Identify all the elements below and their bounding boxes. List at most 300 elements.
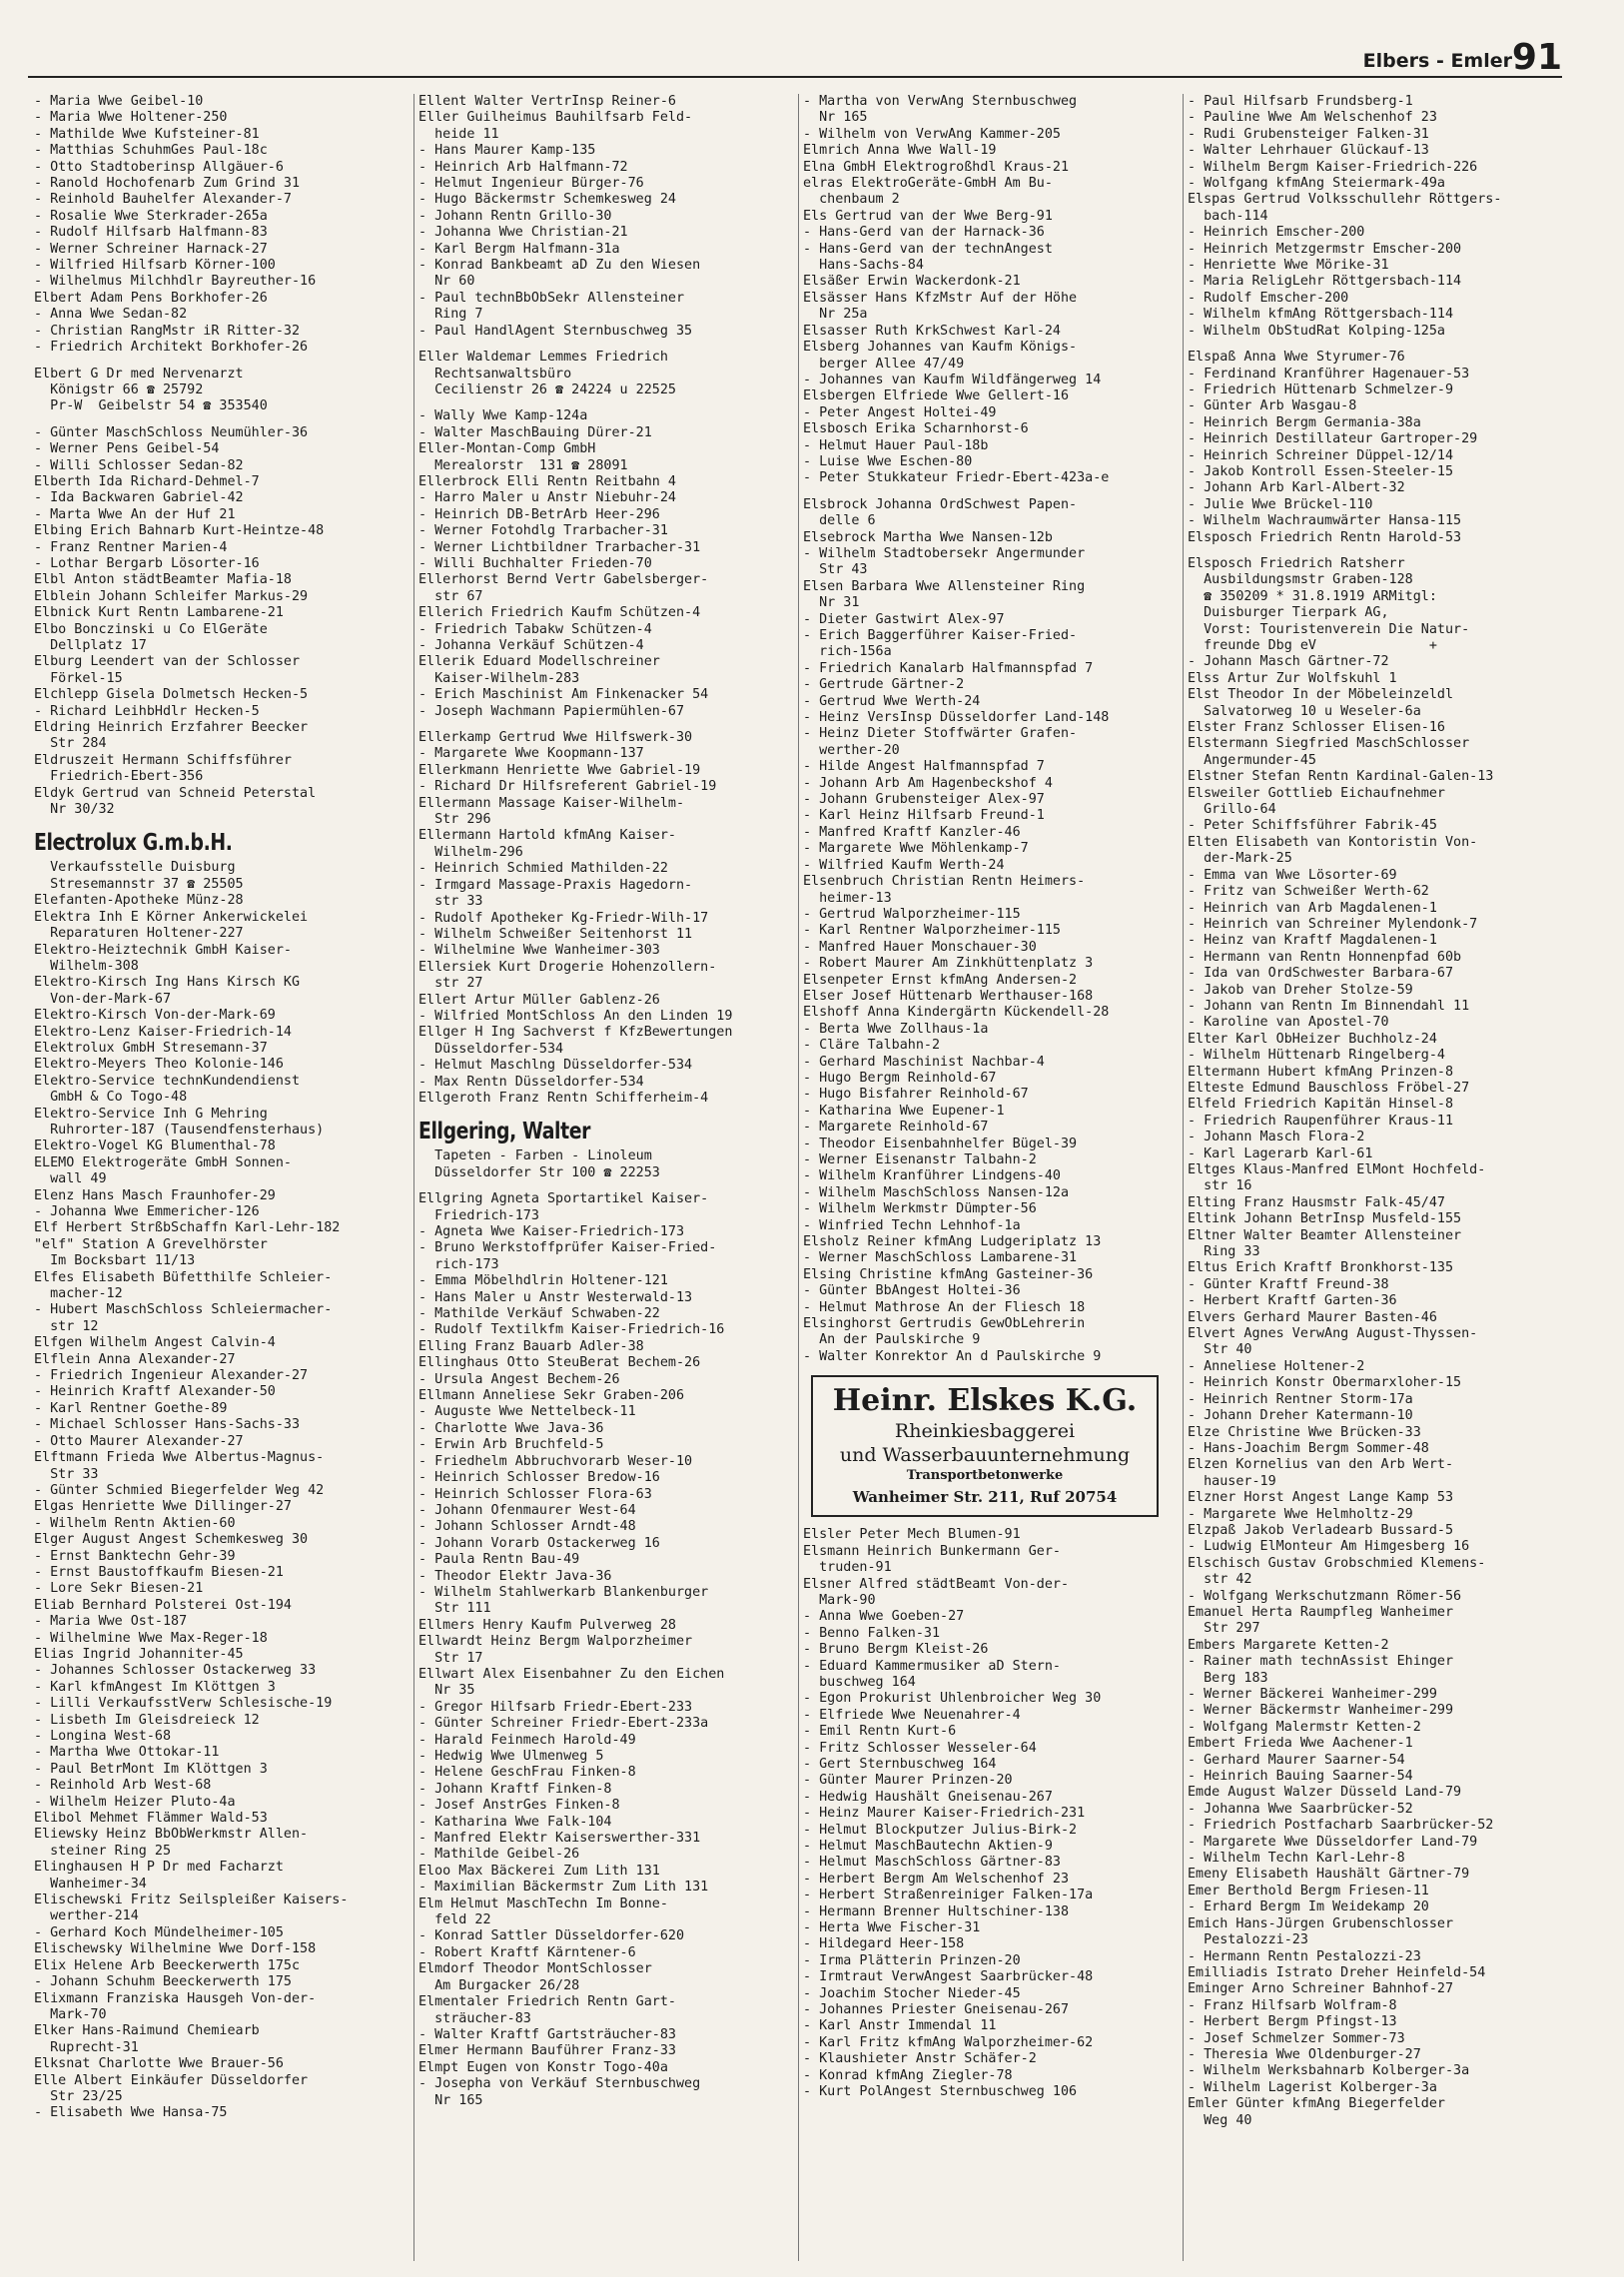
directory-entry: - Maximilian Bäckermstr Zum Lith 131 [418, 1880, 709, 1896]
directory-entry: - Rudi Grubensteiger Falken-31 [1188, 126, 1429, 142]
directory-entry: - Johann van Rentn Im Binnendahl 11 [1188, 998, 1470, 1014]
directory-entry: - Wilhelm Heizer Pluto-4a [34, 1794, 236, 1810]
directory-entry: Ellmann Anneliese Sekr Graben-206 [418, 1388, 685, 1404]
directory-entry: Elfes Elisabeth Büfetthilfe Schleier- macher-12 [34, 1269, 333, 1302]
directory-entry: Eltus Erich Kraftf Bronkhorst-135 [1188, 1260, 1454, 1276]
directory-entry: - Bruno Bergm Kleist-26 [803, 1642, 989, 1658]
directory-entry: Verkaufsstelle Duisburg Stresemannstr 37 ☎ 25505 [50, 860, 244, 892]
directory-entry: Elsäßer Erwin Wackerdonk-21 [803, 274, 1021, 290]
directory-entry: Elsner Alfred städtBeamt Von-der- Mark-90 [803, 1576, 1070, 1608]
directory-entry: - Reinhold Arb West-68 [34, 1778, 212, 1794]
directory-entry: - Johannes Schlosser Ostackerweg 33 [34, 1663, 317, 1679]
directory-entry: - Werner Fotohdlg Trarbacher-31 [418, 523, 668, 539]
directory-entry: - Emma van Wwe Lösorter-69 [1188, 867, 1397, 883]
directory-entry: - Heinz van Kraftf Magdalenen-1 [1188, 933, 1437, 949]
directory-entry: - Friedrich Postfacharb Saarbrücker-52 [1188, 1818, 1494, 1834]
directory-entry: - Gregor Hilfsarb Friedr-Ebert-233 [418, 1699, 693, 1715]
directory-entry: - Franz Rentner Marien-4 [34, 539, 228, 555]
directory-entry: - Hans-Gerd van der technAngest Hans-Sachs-84 [803, 241, 1053, 274]
directory-entry: - Johanna Wwe Christian-21 [418, 225, 628, 241]
directory-entry: Elsweiler Gottlieb Eichaufnehmer Grillo-64 [1188, 785, 1445, 818]
directory-entry: Elektra Inh E Körner Ankerwickelei Reparaturen Holtener-227 [34, 909, 309, 942]
directory-entry: - Konrad kfmAng Ziegler-78 [803, 2067, 1013, 2083]
directory-entry: - Karl Bergm Halfmann-31a [418, 241, 620, 257]
directory-entry: - Hedwig Wwe Ulmenweg 5 [418, 1749, 604, 1764]
directory-entry: Ellger H Ing Sachverst f KfzBewertungen Düsseldorfer-534 [418, 1025, 733, 1057]
directory-entry: - Rudolf Hilfsarb Halfmann-83 [34, 225, 268, 241]
directory-entry: Elburg Leendert van der Schlosser Förkel-15 [34, 654, 301, 686]
directory-entry: - Theresia Wwe Oldenburger-27 [1188, 2046, 1421, 2062]
directory-entry: - Ida van OrdSchwester Barbara-67 [1188, 966, 1454, 982]
directory-entry: - Otto Maurer Alexander-27 [34, 1433, 244, 1449]
directory-entry: Elsberg Johannes van Kaufm Königs- berger Allee 47/49 [803, 340, 1078, 372]
directory-entry: Ellgring Agneta Sportartikel Kaiser- Friedrich-173 [418, 1191, 709, 1223]
directory-entry: Elektro-Service Inh G Mehring Ruhrorter-187 (Tausendfensterhaus) [34, 1106, 325, 1138]
directory-entry: Elsbergen Elfriede Wwe Gellert-16 [803, 388, 1070, 404]
directory-entry: Elblein Johann Schleifer Markus-29 [34, 588, 309, 604]
directory-entry: - Ferdinand Kranführer Hagenauer-53 [1188, 366, 1470, 381]
directory-entry: - Ida Backwaren Gabriel-42 [34, 490, 244, 506]
advertisement-line: Rheinkiesbaggerei [894, 1420, 1076, 1443]
directory-entry: Ellermann Massage Kaiser-Wilhelm- Str 296 [418, 795, 685, 828]
directory-entry: - Heinz Maurer Kaiser-Friedrich-231 [803, 1806, 1086, 1822]
directory-entry: - Johann Grubensteiger Alex-97 [803, 792, 1045, 808]
directory-entry: - Wolfgang Werkschutzmann Römer-56 [1188, 1588, 1462, 1604]
directory-entry: Elbing Erich Bahnarb Kurt-Heintze-48 [34, 523, 325, 539]
directory-entry: Eminger Arno Schreiner Bahnhof-27 [1188, 1981, 1454, 1997]
directory-entry: - Johannes van Kaufm Wildfängerweg 14 [803, 372, 1102, 387]
directory-entry: - Günter MaschSchloss Neumühler-36 [34, 424, 309, 440]
directory-entry: - Helene GeschFrau Finken-8 [418, 1765, 636, 1781]
directory-entry: - Friedrich Kanalarb Halfmannspfad 7 [803, 660, 1094, 676]
directory-entry: Emilliadis Istrato Dreher Heinfeld-54 [1188, 1964, 1486, 1980]
directory-entry: - Helmut Maschlng Düsseldorfer-534 [418, 1058, 693, 1074]
column-1 [30, 94, 414, 2261]
directory-entry: Elischewsky Wilhelmine Wwe Dorf-158 [34, 1941, 317, 1957]
directory-entry: - Wilhelm Stadtobersekr Angermunder Str 43 [803, 545, 1086, 578]
directory-entry: Eltner Walter Beamter Allensteiner Ring 33 [1188, 1227, 1462, 1260]
directory-entry: - Irmgard Massage-Praxis Hagedorn- str 33 [418, 877, 693, 910]
directory-entry: - Mathilde Geibel-26 [418, 1847, 580, 1863]
directory-entry: - Hermann Brenner Hultschiner-138 [803, 1903, 1070, 1919]
directory-entry: Elix Helene Arb Beeckerwerth 175c [34, 1957, 301, 1973]
directory-entry: Elbert G Dr med Nervenarzt Königstr 66 ☎ 25792 Pr-W Geibelstr 54 ☎ 353540 [34, 366, 268, 414]
column-4 [1184, 94, 1568, 2261]
directory-entry: Elektro-Kirsch Ing Hans Kirsch KG Von-der-Mark-67 [34, 975, 301, 1007]
directory-entry: - Walter Lehrhauer Glückauf-13 [1188, 143, 1429, 159]
directory-entry: Elektro-Vogel KG Blumenthal-78 [34, 1138, 276, 1154]
directory-entry: Elektro-Kirsch Von-der-Mark-69 [34, 1008, 276, 1024]
directory-entry: - Peter Schiffsführer Fabrik-45 [1188, 818, 1437, 834]
directory-entry: - Auguste Wwe Nettelbeck-11 [418, 1404, 636, 1420]
directory-entry: - Fritz Schlosser Wesseler-64 [803, 1740, 1037, 1756]
directory-entry: - Ranold Hochofenarb Zum Grind 31 [34, 176, 301, 192]
directory-entry: Ellerbrock Elli Rentn Reitbahn 4 [418, 473, 676, 489]
directory-entry: Elixmann Franziska Hausgeh Von-der- Mark-70 [34, 1990, 317, 2022]
directory-entry: Elektro-Heiztechnik GmbH Kaiser- Wilhelm-308 [34, 942, 292, 974]
directory-entry: Ellerik Eduard Modellschreiner Kaiser-Wilhelm-283 [418, 654, 660, 686]
directory-entry: Elter Karl ObHeizer Buchholz-24 [1188, 1031, 1437, 1047]
directory-entry: - Karl Rentner Goethe-89 [34, 1400, 228, 1416]
directory-entry: - Hedwig Haushält Gneisenau-267 [803, 1789, 1053, 1805]
directory-entry: Elze Christine Wwe Brücken-33 [1188, 1424, 1421, 1440]
directory-entry: Elsenbruch Christian Rentn Heimers- heimer-13 [803, 874, 1086, 906]
directory-entry: - Egon Prokurist Uhlenbroicher Weg 30 [803, 1691, 1102, 1707]
directory-entry: - Maria Wwe Holtener-250 [34, 110, 228, 126]
directory-entry: Elektrolux GmbH Stresemann-37 [34, 1040, 268, 1056]
directory-entry: Elzpaß Jakob Verladearb Bussard-5 [1188, 1522, 1454, 1538]
directory-entry: - Hugo Bergm Reinhold-67 [803, 1070, 997, 1086]
directory-entry: - Margarete Wwe Möhlenkamp-7 [803, 841, 1029, 857]
directory-entry: - Heinrich Rentner Storm-17a [1188, 1391, 1413, 1407]
directory-entry: Elvers Gerhard Maurer Basten-46 [1188, 1309, 1437, 1325]
directory-entry: - Helmut Ingenieur Bürger-76 [418, 176, 644, 192]
directory-entry: Embert Frieda Wwe Aachener-1 [1188, 1736, 1413, 1752]
directory-entry: Ellgeroth Franz Rentn Schifferheim-4 [418, 1090, 709, 1106]
directory-entry: - Peter Stukkateur Friedr-Ebert-423a-e [803, 470, 1110, 486]
directory-entry: Elenz Hans Masch Fraunhofer-29 [34, 1187, 276, 1203]
directory-entry: - Franz Hilfsarb Wolfram-8 [1188, 1997, 1397, 2013]
directory-entry: - Katharina Wwe Falk-104 [418, 1814, 612, 1830]
directory-entry: Elberth Ida Richard-Dehmel-7 [34, 473, 260, 489]
directory-entry: - Wilhelm Bergm Kaiser-Friedrich-226 [1188, 159, 1478, 175]
directory-entry: - Matthias SchuhmGes Paul-18c [34, 143, 268, 159]
directory-entry: - Margarete Wwe Koopmann-137 [418, 746, 644, 762]
directory-entry: - Lore Sekr Biesen-21 [34, 1581, 204, 1597]
directory-entry: - Wally Wwe Kamp-124a [418, 408, 588, 424]
directory-entry: - Hermann Rentn Pestalozzi-23 [1188, 1948, 1421, 1964]
directory-entry: elras ElektroGeräte-GmbH Am Bu- chenbaum 2 [803, 176, 1053, 208]
directory-entry: - Heinrich Arb Halfmann-72 [418, 159, 628, 175]
directory-entry: Elinghausen H P Dr med Facharzt Wanheimer-34 [34, 1860, 284, 1892]
directory-entry: - Johann Arb Am Hagenbeckshof 4 [803, 775, 1053, 791]
directory-entry: Elbnick Kurt Rentn Lambarene-21 [34, 605, 284, 621]
directory-entry: Elteste Edmund Bauschloss Fröbel-27 [1188, 1080, 1470, 1096]
directory-entry: - Friedrich Architekt Borkhofer-26 [34, 340, 309, 356]
directory-entry: Tapeten - Farben - Linoleum Düsseldorfer Str 100 ☎ 22253 [434, 1148, 660, 1180]
directory-entry: Elftmann Frieda Wwe Albertus-Magnus- Str 33 [34, 1450, 325, 1482]
directory-entry: - Gerhard Maurer Saarner-54 [1188, 1752, 1405, 1768]
directory-entry: Eller-Montan-Comp GmbH Merealorstr 131 ☎ 28091 [418, 441, 628, 473]
directory-entry: Elbo Bonczinski u Co ElGeräte Dellplatz 17 [34, 621, 268, 653]
directory-entry: Embers Margarete Ketten-2 [1188, 1637, 1389, 1653]
directory-entry: - Hans-Gerd van der Harnack-36 [803, 225, 1045, 241]
directory-entry: - Johann Schlosser Arndt-48 [418, 1519, 636, 1535]
directory-entry: - Wilhelm MaschSchloss Nansen-12a [803, 1184, 1070, 1200]
running-head: Elbers - Emler [1362, 50, 1512, 72]
directory-entry: - Herta Wwe Fischer-31 [803, 1920, 981, 1936]
directory-entry: - Werner Lichtbildner Trarbacher-31 [418, 539, 701, 555]
directory-entry: - Marta Wwe An der Huf 21 [34, 506, 236, 522]
directory-entry: Elflein Anna Alexander-27 [34, 1351, 236, 1367]
directory-entry: - Hubert MaschSchloss Schleiermacher- str 12 [34, 1302, 333, 1334]
directory-entry: - Wilhelm ObStudRat Kolping-125a [1188, 323, 1445, 339]
directory-entry: - Heinrich Emscher-200 [1188, 225, 1365, 241]
directory-entry: Elspas Gertrud Volksschullehr Röttgers- bach-114 [1188, 192, 1502, 224]
directory-entry: - Wilhelm Wachraumwärter Hansa-115 [1188, 513, 1462, 529]
directory-entry: - Helmut Blockputzer Julius-Birk-2 [803, 1822, 1078, 1838]
directory-entry: - Anna Wwe Sedan-82 [34, 307, 188, 323]
directory-entry: - Michael Schlosser Hans-Sachs-33 [34, 1417, 301, 1433]
directory-entry: - Elisabeth Wwe Hansa-75 [34, 2105, 228, 2121]
directory-entry: - Johanna Wwe Saarbrücker-52 [1188, 1801, 1413, 1817]
directory-entry: - Luise Wwe Eschen-80 [803, 453, 973, 469]
directory-entry: - Erhard Bergm Im Weidekamp 20 [1188, 1899, 1429, 1915]
directory-entry: - Dieter Gastwirt Alex-97 [803, 611, 1005, 627]
directory-entry: - Wilhelm von VerwAng Kammer-205 [803, 126, 1061, 142]
directory-entry: Eller Waldemar Lemmes Friedrich Rechtsanwaltsbüro Cecilienstr 26 ☎ 24224 u 22525 [418, 350, 676, 397]
directory-entry: - Paul technBbObSekr Allensteiner Ring 7 [418, 290, 685, 323]
directory-entry: Elsen Barbara Wwe Allensteiner Ring Nr 31 [803, 578, 1086, 611]
directory-entry: - Paul Hilfsarb Frundsberg-1 [1188, 94, 1413, 109]
directory-entry: - Maria Wwe Geibel-10 [34, 94, 204, 109]
directory-entry: Ellermann Hartold kfmAng Kaiser- Wilhelm-296 [418, 828, 676, 860]
directory-entry: Ellmers Henry Kaufm Pulverweg 28 [418, 1617, 676, 1633]
directory-entry: Elksnat Charlotte Wwe Brauer-56 [34, 2056, 284, 2072]
directory-entry: Elzner Horst Angest Lange Kamp 53 [1188, 1490, 1454, 1506]
directory-entry: - Mathilde Wwe Kufsteiner-81 [34, 126, 260, 142]
directory-entry: - Gerhard Koch Mündelheimer-105 [34, 1924, 284, 1940]
directory-entry: Elias Ingrid Johanniter-45 [34, 1646, 244, 1662]
directory-entry: - Ludwig ElMonteur Am Himgesberg 16 [1188, 1539, 1470, 1555]
directory-entry: - Klaushieter Anstr Schäfer-2 [803, 2051, 1037, 2067]
directory-entry: - Paul HandlAgent Sternbuschweg 35 [418, 323, 693, 339]
directory-entry: "elf" Station A Grevelhörster Im Bocksbart 11/13 [34, 1236, 268, 1269]
directory-entry: - Reinhold Bauhelfer Alexander-7 [34, 192, 292, 208]
directory-entry: Elspaß Anna Wwe Styrumer-76 [1188, 350, 1405, 366]
directory-entry: - Karl Heinz Hilfsarb Freund-1 [803, 808, 1045, 824]
directory-entry: Elsposch Friedrich Ratsherr Ausbildungsmstr Graben-128 ☎ 350209 * 31.8.1919 ARMitgl: Duisburger Tierpark AG, Vorst: Touristenverein Die Natur- freunde Dbg eV + [1188, 555, 1470, 653]
directory-entry: - Josef AnstrGes Finken-8 [418, 1798, 620, 1814]
directory-entry: - Cläre Talbahn-2 [803, 1038, 941, 1054]
directory-entry: Elten Elisabeth van Kontoristin Von- der-Mark-25 [1188, 834, 1478, 867]
directory-entry: - Friedrich Raupenführer Kraus-11 [1188, 1113, 1454, 1129]
directory-entry: - Wolfgang Malermstr Ketten-2 [1188, 1719, 1421, 1735]
advertisement-line: und Wasserbauunternehmung [839, 1444, 1131, 1467]
directory-entry: - Heinz Dieter Stoffwärter Grafen- werther-20 [803, 726, 1078, 758]
directory-entry: - Hugo Bäckermstr Schemkesweg 24 [418, 192, 676, 208]
directory-entry: - Walter Kraftf Gartsträucher-83 [418, 2026, 676, 2042]
directory-entry: - Wilhelm Schweißer Seitenhorst 11 [418, 926, 693, 942]
directory-entry: - Lothar Bergarb Lösorter-16 [34, 555, 260, 571]
directory-entry: - Herbert Straßenreiniger Falken-17a [803, 1888, 1094, 1903]
directory-entry: Elsinghorst Gertrudis GewObLehrerin An der Paulskirche 9 [803, 1316, 1086, 1348]
directory-entry: - Hermann van Rentn Honnenpfad 60b [1188, 949, 1462, 965]
directory-entry: - Johann Ofenmaurer West-64 [418, 1502, 636, 1518]
directory-entry: - Emma Möbelhdlrin Holtener-121 [418, 1273, 668, 1289]
directory-entry: Elefanten-Apotheke Münz-28 [34, 893, 244, 909]
directory-entry: - Ernst Banktechn Gehr-39 [34, 1548, 236, 1564]
directory-entry: - Werner Bäckermstr Wanheimer-299 [1188, 1703, 1454, 1719]
directory-entry: Elchlepp Gisela Dolmetsch Hecken-5 [34, 687, 309, 703]
directory-entry: Elbl Anton städtBeamter Mafia-18 [34, 572, 292, 588]
directory-entry: - Wilfried Kaufm Werth-24 [803, 857, 1005, 873]
directory-entry: Eliab Bernhard Polsterei Ost-194 [34, 1597, 292, 1613]
directory-entry: Elsholz Reiner kfmAng Ludgeriplatz 13 [803, 1234, 1102, 1250]
directory-entry: Elektro-Meyers Theo Kolonie-146 [34, 1057, 284, 1073]
directory-entry: - Margarete Wwe Helmholtz-29 [1188, 1506, 1413, 1522]
directory-entry: - Karl Lagerarb Karl-61 [1188, 1145, 1373, 1161]
directory-entry: Elektro-Service technKundendienst GmbH & Co Togo-48 [34, 1073, 301, 1106]
directory-entry: Eldruszeit Hermann Schiffsführer Friedrich-Ebert-356 [34, 752, 292, 785]
directory-entry: - Wilhelm Werksbahnarb Kolberger-3a [1188, 2063, 1470, 2079]
directory-entry: - Hans-Joachim Bergm Sommer-48 [1188, 1440, 1429, 1456]
directory-entry: - Helmut MaschSchloss Gärtner-83 [803, 1855, 1061, 1871]
directory-entry: Elmer Hermann Bauführer Franz-33 [418, 2043, 676, 2059]
directory-entry: - Helmut Mathrose An der Fliesch 18 [803, 1299, 1086, 1315]
directory-entry: - Heinrich van Arb Magdalenen-1 [1188, 900, 1437, 916]
page-header [28, 30, 1562, 78]
directory-entry: - Harald Feinmech Harold-49 [418, 1732, 636, 1748]
directory-entry: - Maria ReligLehr Röttgersbach-114 [1188, 274, 1462, 290]
directory-heading: Electrolux G.m.b.H. [34, 830, 233, 857]
directory-entry: Eliewsky Heinz BbObWerkmstr Allen- steiner Ring 25 [34, 1827, 309, 1859]
directory-entry: Elser Josef Hüttenarb Werthauser-168 [803, 988, 1094, 1004]
directory-entry: - Mathilde Verkäuf Schwaben-22 [418, 1306, 660, 1322]
directory-entry: Eltges Klaus-Manfred ElMont Hochfeld- str 16 [1188, 1162, 1486, 1194]
directory-entry: Eldyk Gertrud van Schneid Peterstal Nr 30/32 [34, 785, 317, 818]
directory-entry: - Heinrich Bergm Germania-38a [1188, 414, 1421, 430]
advertisement-name: Heinr. Elskes K.G. [832, 1383, 1138, 1419]
directory-entry: - Gerhard Maschinist Nachbar-4 [803, 1054, 1045, 1070]
directory-entry: - Richard Dr Hilfsreferent Gabriel-19 [418, 779, 717, 795]
directory-entry: - Henriette Wwe Mörike-31 [1188, 258, 1389, 274]
directory-entry: - Günter Schreiner Friedr-Ebert-233a [418, 1716, 709, 1732]
directory-entry: - Ursula Angest Bechem-26 [418, 1371, 620, 1387]
directory-entry: - Maria Wwe Ost-187 [34, 1614, 188, 1630]
directory-entry: - Heinz VersInsp Düsseldorfer Land-148 [803, 710, 1110, 726]
directory-entry: - Friedrich Ingenieur Alexander-27 [34, 1368, 309, 1384]
directory-entry: Ellerkmann Henriette Wwe Gabriel-19 [418, 762, 701, 778]
directory-entry: Ellinghaus Otto SteuBerat Bechem-26 [418, 1355, 701, 1371]
directory-entry: Elst Theodor In der Möbeleinzeldl Salvatorweg 10 u Weseler-6a [1188, 687, 1454, 719]
directory-entry: - Erwin Arb Bruchfeld-5 [418, 1437, 604, 1453]
directory-entry: Ellert Artur Müller Gablenz-26 [418, 992, 660, 1008]
directory-columns [30, 94, 1568, 2261]
directory-entry: - Hugo Bisfahrer Reinhold-67 [803, 1087, 1029, 1103]
directory-entry: - Werner MaschSchloss Lambarene-31 [803, 1250, 1078, 1266]
directory-entry: Elster Franz Schlosser Elisen-16 [1188, 720, 1445, 736]
directory-entry: Ellersiek Kurt Drogerie Hohenzollern- str 27 [418, 959, 717, 992]
column-3 [799, 94, 1184, 2261]
directory-entry: - Herbert Kraftf Garten-36 [1188, 1293, 1397, 1309]
directory-entry: - Friedrich Hüttenarb Schmelzer-9 [1188, 381, 1454, 397]
directory-entry: - Heinrich Kraftf Alexander-50 [34, 1384, 276, 1400]
directory-entry: - Martha Wwe Ottokar-11 [34, 1745, 220, 1761]
directory-entry: - Wilhelmine Wwe Wanheimer-303 [418, 943, 660, 959]
directory-entry: - Herbert Bergm Pfingst-13 [1188, 2014, 1397, 2030]
directory-entry: Elischewski Fritz Seilspleißer Kaisers- werther-214 [34, 1893, 349, 1924]
spacer [34, 357, 407, 367]
directory-entry: - Wilfried MontSchloss An den Linden 19 [418, 1008, 733, 1024]
directory-entry: - Wilhelmine Wwe Max-Reger-18 [34, 1630, 268, 1646]
directory-entry: - Wolfgang kfmAng Steiermark-49a [1188, 176, 1445, 192]
directory-entry: - Johann Rentn Grillo-30 [418, 208, 612, 224]
directory-entry: - Heinrich Schreiner Düppel-12/14 [1188, 447, 1454, 463]
directory-entry: - Rudolf Emscher-200 [1188, 290, 1349, 306]
directory-entry: Elvert Agnes VerwAng August-Thyssen- Str 40 [1188, 1326, 1478, 1358]
directory-entry: - Karl Rentner Walporzheimer-115 [803, 923, 1061, 939]
directory-entry: - Wilhelm Kranführer Lindgens-40 [803, 1168, 1061, 1184]
directory-entry: - Peter Angest Holtei-49 [803, 404, 997, 420]
spacer [418, 398, 792, 408]
directory-entry: - Günter Arb Wasgau-8 [1188, 398, 1357, 414]
directory-entry: - Robert Maurer Am Zinkhüttenplatz 3 [803, 956, 1094, 972]
directory-entry: Elmentaler Friedrich Rentn Gart- sträucher-83 [418, 1994, 676, 2026]
directory-entry: - Elfriede Wwe Neuenahrer-4 [803, 1707, 1021, 1723]
directory-entry: Elibol Mehmet Flämmer Wald-53 [34, 1811, 268, 1827]
directory-entry: - Margarete Reinhold-67 [803, 1120, 989, 1136]
directory-entry: - Charlotte Wwe Java-36 [418, 1420, 604, 1436]
directory-entry: Elbert Adam Pens Borkhofer-26 [34, 290, 268, 306]
directory-entry: Elsler Peter Mech Blumen-91 [803, 1527, 1021, 1543]
directory-entry: Elna GmbH Elektrogroßhdl Kraus-21 [803, 159, 1070, 175]
directory-entry: Elfgen Wilhelm Angest Calvin-4 [34, 1335, 276, 1351]
directory-entry: Elsposch Friedrich Rentn Harold-53 [1188, 529, 1462, 545]
directory-entry: - Wilhelm kfmAng Röttgersbach-114 [1188, 307, 1454, 323]
directory-entry: - Konrad Bankbeamt aD Zu den Wiesen Nr 60 [418, 258, 701, 290]
directory-entry: - Hilde Angest Halfmannspfad 7 [803, 759, 1045, 775]
directory-entry: - Joachim Stocher Nieder-45 [803, 1985, 1021, 2001]
directory-entry: - Günter Schmied Biegerfelder Weg 42 [34, 1482, 325, 1498]
directory-entry: - Manfred Kraftf Kanzler-46 [803, 824, 1021, 840]
spacer [1188, 546, 1562, 556]
directory-entry: - Irmtraut VerwAngest Saarbrücker-48 [803, 1969, 1094, 1985]
directory-entry: - Hans Maler u Anstr Westerwald-13 [418, 1289, 693, 1305]
directory-entry: - Heinrich van Schreiner Mylendonk-7 [1188, 916, 1478, 932]
directory-entry: - Johanna Wwe Emmericher-126 [34, 1204, 260, 1219]
directory-entry: Elsenpeter Ernst kfmAng Andersen-2 [803, 972, 1078, 988]
directory-entry: Eldring Heinrich Erzfahrer Beecker Str 284 [34, 720, 309, 752]
directory-entry: - Pauline Wwe Am Welschenhof 23 [1188, 110, 1437, 126]
directory-entry: - Werner Pens Geibel-54 [34, 441, 220, 457]
directory-entry: - Gert Sternbuschweg 164 [803, 1756, 997, 1772]
directory-entry: Emanuel Herta Raumpfleg Wanheimer Str 297 [1188, 1604, 1454, 1637]
directory-entry: - Theodor Eisenbahnhelfer Bügel-39 [803, 1136, 1078, 1151]
directory-entry: - Paula Rentn Bau-49 [418, 1552, 580, 1568]
directory-entry: - Johannes Priester Gneisenau-267 [803, 2002, 1070, 2018]
directory-entry: - Heinrich Bauing Saarner-54 [1188, 1769, 1413, 1785]
directory-entry: - Emil Rentn Kurt-6 [803, 1724, 957, 1740]
directory-entry: Elker Hans-Raimund Chemiearb Ruprecht-31 [34, 2023, 260, 2055]
directory-entry: - Josepha von Verkäuf Sternbuschweg Nr 165 [418, 2076, 701, 2108]
spacer [418, 1181, 792, 1191]
directory-entry: Elstner Stefan Rentn Kardinal-Galen-13 [1188, 769, 1494, 785]
directory-entry: - Johann Masch Flora-2 [1188, 1130, 1365, 1145]
directory-entry: - Max Rentn Düsseldorfer-534 [418, 1074, 644, 1090]
directory-entry: - Helmut Hauer Paul-18b [803, 437, 989, 453]
directory-entry: Elss Artur Zur Wolfskuhl 1 [1188, 670, 1397, 686]
directory-entry: Ellerkamp Gertrud Wwe Hilfswerk-30 [418, 730, 693, 746]
directory-entry: - Harro Maler u Anstr Niebuhr-24 [418, 490, 676, 506]
directory-entry: - Margarete Wwe Düsseldorfer Land-79 [1188, 1834, 1478, 1850]
directory-entry: - Jakob van Dreher Stolze-59 [1188, 982, 1413, 998]
directory-entry: - Erich Maschinist Am Finkenacker 54 [418, 687, 709, 703]
directory-entry: - Hildegard Heer-158 [803, 1936, 965, 1952]
directory-entry: Elmrich Anna Wwe Wall-19 [803, 143, 997, 159]
directory-entry: - Werner Eisenanstr Talbahn-2 [803, 1152, 1037, 1167]
advertisement-address: Wanheimer Str. 211, Ruf 20754 [852, 1488, 1118, 1507]
directory-entry: - Konrad Sattler Düsseldorfer-620 [418, 1928, 685, 1944]
directory-entry: Elsasser Ruth KrkSchwest Karl-24 [803, 323, 1061, 339]
directory-entry: - Friedrich Tabakw Schützen-4 [418, 621, 652, 637]
directory-entry: Elting Franz Hausmstr Falk-45/47 [1188, 1194, 1445, 1210]
directory-entry: - Berta Wwe Zollhaus-1a [803, 1021, 989, 1037]
directory-entry: Emde August Walzer Düsseld Land-79 [1188, 1785, 1462, 1801]
directory-entry: - Willi Buchhalter Frieden-70 [418, 555, 652, 571]
directory-entry: Elle Albert Einkäufer Düsseldorfer Str 23/25 [34, 2072, 309, 2104]
directory-entry: Elsing Christine kfmAng Gasteiner-36 [803, 1266, 1094, 1282]
